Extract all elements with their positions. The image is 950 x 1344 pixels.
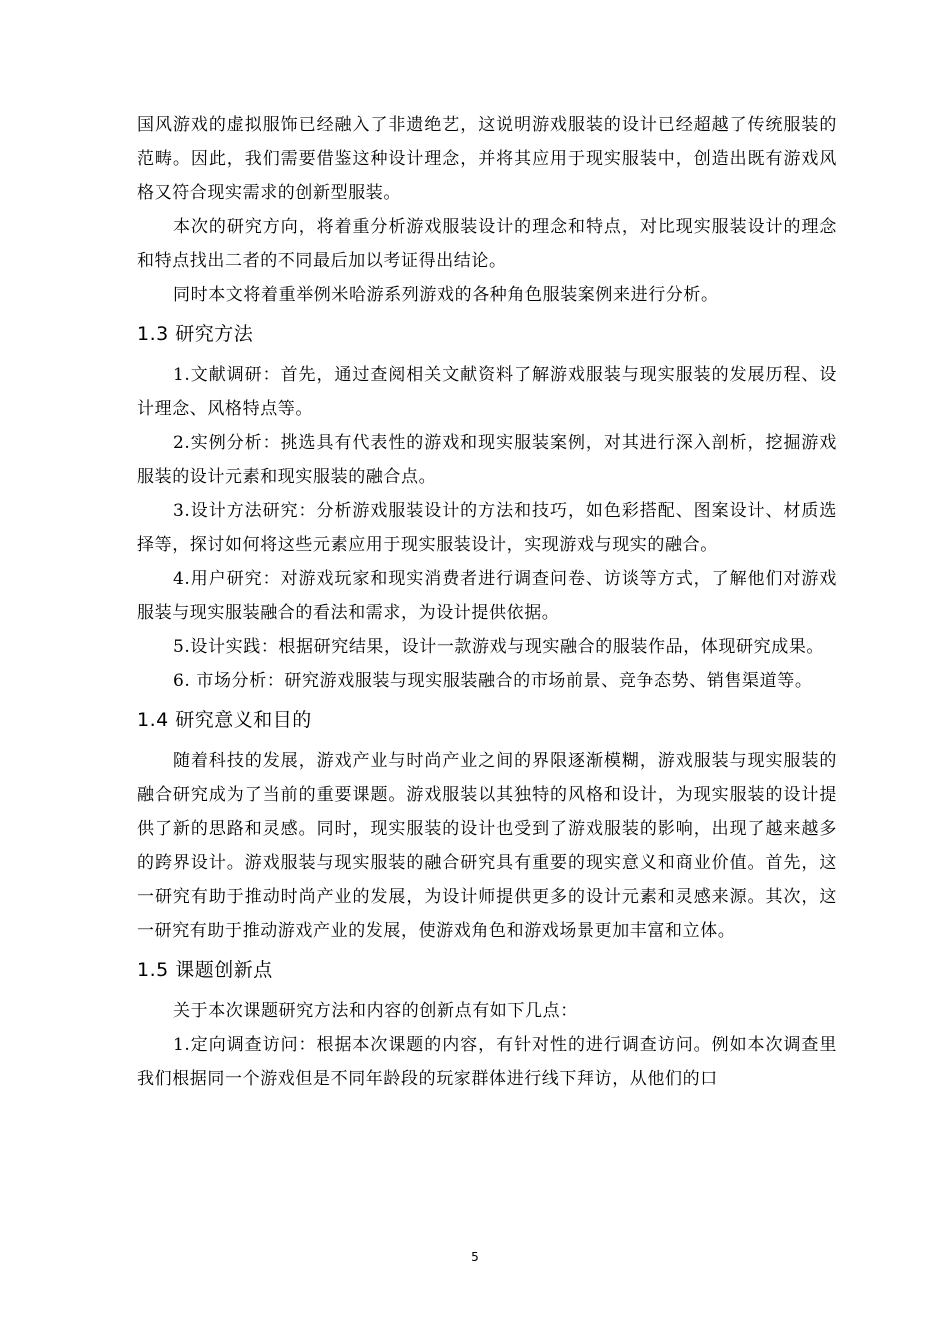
method-item-4: 4.用户研究：对游戏玩家和现实消费者进行调查问卷、访谈等方式，了解他们对游戏服装与现实服装融合的看法和需求，为设计提供依据。 xyxy=(137,569,837,623)
method-item-3: 3.设计方法研究：分析游戏服装设计的方法和技巧，如色彩搭配、图案设计、材质选择等，探讨如何将这些元素应用于现实服装设计，实现游戏与现实的融合。 xyxy=(137,501,837,555)
intro-paragraph-3: 同时本文将着重举例米哈游系列游戏的各种角色服装案例来进行分析。 xyxy=(173,285,719,305)
intro-paragraph-2: 本次的研究方向，将着重分析游戏服装设计的理念和特点，对比现实服装设计的理念和特点找出二者的不同最后加以考证得出结论。 xyxy=(137,217,837,271)
method-item-2: 2.实例分析：挑选具有代表性的游戏和现实服装案例，对其进行深入剖析，挖掘游戏服装的设计元素和现实服装的融合点。 xyxy=(137,433,837,487)
innovation-item-1: 1.定向调查访问：根据本次课题的内容，有针对性的进行调查访问。例如本次调查里我们根据同一个游戏但是不同年龄段的玩家群体进行线下拜访，从他们的口 xyxy=(137,1035,837,1089)
page-body xyxy=(137,108,837,1096)
section-heading-1-3: 1.3 研究方法 xyxy=(137,323,254,345)
intro-paragraph-1: 国风游戏的虚拟服饰已经融入了非遗绝艺，这说明游戏服装的设计已经超越了传统服装的范畴。因此，我们需要借鉴这种设计理念，并将其应用于现实服装中，创造出既有游戏风格又符合现实需求的创新型服装。 xyxy=(137,115,837,203)
method-item-1: 1.文献调研：首先，通过查阅相关文献资料了解游戏服装与现实服装的发展历程、设计理念、风格特点等。 xyxy=(137,365,837,419)
section-heading-1-4: 1.4 研究意义和目的 xyxy=(137,709,312,731)
method-item-6: 6. 市场分析：研究游戏服装与现实服装融合的市场前景、竞争态势、销售渠道等。 xyxy=(173,671,813,691)
method-item-5: 5.设计实践：根据研究结果，设计一款游戏与现实融合的服装作品，体现研究成果。 xyxy=(173,637,825,657)
significance-paragraph: 随着科技的发展，游戏产业与时尚产业之间的界限逐渐模糊，游戏服装与现实服装的融合研究成为了当前的重要课题。游戏服装以其独特的风格和设计，为现实服装的设计提供了新的思路和灵感。同时，现实服装的设计也受到了游戏服装的影响，出现了越来越多的跨界设计。游戏服装与现实服装的融合研究具有重要的现实意义和商业价值。首先，这一研究有助于推动时尚产业的发展，为设计师提供更多的设计元素和灵感来源。其次，这一研究有助于推动游戏产业的发展，使游戏角色和游戏场景更加丰富和立体。 xyxy=(137,751,837,941)
section-heading-1-5: 1.5 课题创新点 xyxy=(137,959,273,981)
innovation-intro-paragraph: 关于本次课题研究方法和内容的创新点有如下几点： xyxy=(173,1001,578,1021)
page-number: 5 xyxy=(471,1250,479,1264)
